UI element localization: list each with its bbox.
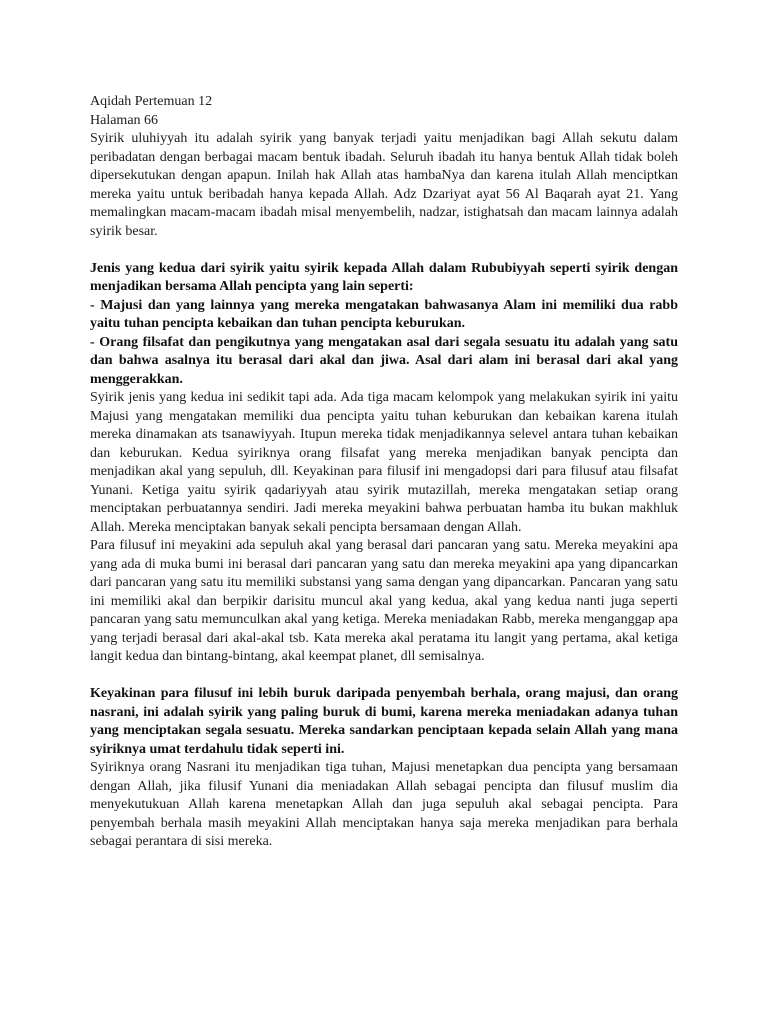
bold-intro-rububiyyah: Jenis yang kedua dari syirik yaitu syirik kepada Allah dalam Rububiyyah seperti syirik dengan menjadikan bersama Allah pencipta yang lain seperti: [90, 260, 678, 294]
document-page [90, 93, 678, 852]
paragraph-comparison: Syiriknya orang Nasrani itu menjadikan tiga tuhan, Majusi menetapkan dua pencipta yang bersamaan dengan Allah, jika filusif Yunani dia meniadakan Allah sebagai pencipta dan filusuf muslim dia menyekutukuan Allah karena menetapkan Allah dan juga sepuluh akal sebagai pencipta. Para penyembah berhala masih meyakini Allah menciptakan hanya saja mereka menjadikan para berhala sebagai perantara di sisi mereka. [90, 760, 678, 849]
bold-paragraph-worst-shirk: Keyakinan para filusuf ini lebih buruk daripada penyembah berhala, orang majusi, dan orang nasrani, ini adalah syirik yang paling buruk di bumi, karena mereka meniadakan adanya tuhan yang menciptakan segala sesuatu. Mereka sandarkan penciptaan kepada selain Allah yang mana syiriknya umat terdahulu tidak seperti ini. [90, 686, 678, 757]
page-reference: Halaman 66 [90, 112, 159, 128]
bold-item-majusi: - Majusi dan yang lainnya yang mereka mengatakan bahwasanya Alam ini memiliki dua rabb yaitu tuhan pencipta kebaikan dan tuhan pencipta keburukan. [90, 297, 678, 331]
bold-item-filsafat: - Orang filsafat dan pengikutnya yang mengatakan asal dari segala sesuatu itu adalah yang satu dan bahwa asalnya itu berasal dari akal dan jiwa. Asal dari alam ini berasal dari akal yang menggerakkan. [90, 334, 678, 387]
paragraph-spacer [90, 667, 678, 686]
paragraph-three-groups: Syirik jenis yang kedua ini sedikit tapi ada. Ada tiga macam kelompok yang melakukan syirik ini yaitu Majusi yang mengatakan memiliki dua pencipta yaitu tuhan keburukan dan kebaikan karena itulah mereka dinamakan ats tsanawiyyah. Itupun mereka tidak menjadikannya selevel antara tuhan kebaikan dan keburukan. Kedua syiriknya orang filsafat yang mereka menjadikan banyak pencipta dan menjadikan akal yang sepuluh, dll. Keyakinan para filusif ini mengadopsi dari para filusuf atau filsafat Yunani. Ketiga yaitu syirik qadariyyah atau syirik mutazillah, mereka mengatakan setiap orang menciptakan perbuatannya sendiri. Jadi mereka meyakini bahwa perbuatan hamba itu bukan makhluk Allah. Mereka menciptakan banyak sekali pencipta bersamaan dengan Allah. [90, 390, 678, 535]
paragraph-spacer [90, 241, 678, 260]
paragraph-ten-intellects: Para filusuf ini meyakini ada sepuluh akal yang berasal dari pancaran yang satu. Mereka meyakini apa yang ada di muka bumi ini berasal dari pancaran yang satu dan mereka meyakini apa yang dipancarkan dari pancaran yang satu itu memiliki substansi yang sama dengan yang dipancarkan. Pancaran yang satu ini memiliki akal dan berpikir darisitu muncul akal yang kedua, akal yang kedua nanti juga seperti pancaran yang satu memunculkan akal yang ketiga. Mereka meniadakan Rabb, mereka menganggap apa yang terjadi berasal dari akal-akal tsb. Kata mereka akal peratama itu langit yang pertama, akal ketiga langit kedua dan bintang-bintang, akal keempat planet, dll semisalnya. [90, 538, 678, 664]
document-title: Aqidah Pertemuan 12 [90, 94, 213, 109]
paragraph-syirik-uluhiyyah: Syirik uluhiyyah itu adalah syirik yang banyak terjadi yaitu menjadikan bagi Allah sekutu dalam peribadatan dengan berbagai macam bentuk ibadah. Seluruh ibadah itu hanya bentuk Allah tidak boleh dipersekutukan dengan apapun. Inilah hak Allah atas hambaNya dan karena itulah Allah menciptkan mereka yaitu untuk beribadah hanya kepada Allah. Adz Dzariyat ayat 56 Al Baqarah ayat 21. Yang memalingkan macam-macam ibadah misal menyembelih, nadzar, istighatsah dan macam lainnya adalah syirik besar. [90, 131, 678, 239]
